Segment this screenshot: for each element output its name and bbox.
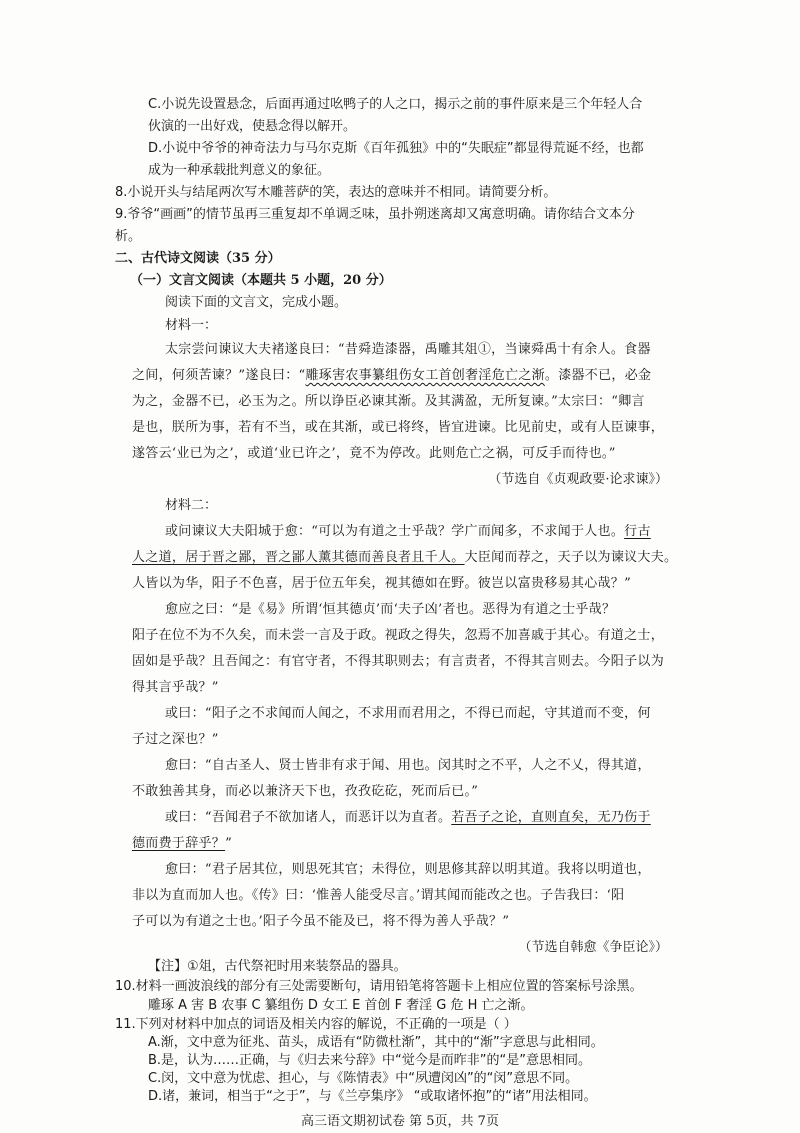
material-2-line8: 或曰：“阳子之不求闻而人闻之，不求用而君用之，不得已而起，守其道而不变，何 xyxy=(165,706,651,721)
material-1-line4: 是也，朕所为事，若有不当，或在其渐，或已将终，皆宜进谏。比见前史，或有人臣谏事， xyxy=(132,420,665,435)
material-2-title: 材料二： xyxy=(165,498,218,513)
material-1-line1: 太宗尝问谏议大夫褚遂良曰：“昔舜造漆器，禹雕其俎①，当谏舜禹十有余人。食器 xyxy=(165,342,651,357)
underlined-passage-1-cont: 人之道，居于晋之鄙，晋之鄙人薰其德而善良者且千人。 xyxy=(132,550,465,565)
material-2-line4: 愈应之曰：“是《易》所谓‘恒其德贞’而‘夫子凶’者也。恶得为有道之士乎哉？ xyxy=(165,602,616,617)
material-2-line10: 愈曰：“自古圣人、贤士皆非有求于闻、用也。闵其时之不平，人之不乂，得其道， xyxy=(165,758,651,773)
question-11-option-b: B.是，认为……正确，与《归去来兮辞》中“觉今是而昨非”的“是”意思相同。 xyxy=(148,1053,591,1068)
question-10-line1: 10.材料一画波浪线的部分有三处需要断句，请用铅笔将答题卡上相应位置的答案标号涂黑。 xyxy=(115,979,643,994)
question-9-line2: 析。 xyxy=(115,229,142,244)
question-8: 8.小说开头与结尾两次写木雕菩萨的笑，表达的意味并不相同。请简要分析。 xyxy=(115,185,557,200)
material-2-line3: 人皆以为华，阳子不色喜，居于位五年矣，视其德如在野。彼岂以富贵移易其心哉？” xyxy=(132,576,632,591)
option-d-line2: 成为一种承载批判意义的象征。 xyxy=(148,163,331,178)
page-footer: 高三语文期初试卷 第 5页，共 7页 xyxy=(301,1114,499,1129)
question-11-option-d: D.诸，兼词，相当于“之于”，与《兰亭集序》 “或取诸怀抱”的“诸”用法相同。 xyxy=(148,1089,597,1104)
material-2-line1 xyxy=(165,522,651,542)
material-1-line5: 遂答云‘业已为之’，或道‘业已许之’，竟不为停改。此则危亡之祸，可反手而待也。” xyxy=(132,446,616,461)
question-11-option-a: A.渐，文中意为征兆、苗头，成语有“防微杜渐”，其中的“渐”字意思与此相同。 xyxy=(148,1035,604,1050)
material-1-line2-start: 之间，何须苦谏？”遂良曰：“ xyxy=(132,368,306,383)
question-10-line2: 雕琢 A 害 B 农事 C 纂组伤 D 女工 E 首创 F 奢淫 G 危 H 亡之渐。 xyxy=(148,998,534,1013)
question-11: 11.下列对材料中加点的词语及相关内容的解说，不正确的一项是（ ） xyxy=(115,1017,517,1032)
material-2-line16: 子可以为有道之士也。’阳子今虽不能及已，将不得为善人乎哉？” xyxy=(132,914,510,929)
material-2-line14: 愈曰：“君子居其位，则思死其官；未得位，则思修其辞以明其道。我将以明道也， xyxy=(165,862,651,877)
material-1-title: 材料一： xyxy=(165,318,218,333)
material-2-line2-end: 大臣闻而荐之，天子以为谏议大夫。 xyxy=(464,550,678,565)
material-2-line7: 得其言乎哉？” xyxy=(132,680,219,695)
underlined-passage-2-cont: 德而费于辞乎？ xyxy=(132,836,226,851)
material-2-line12 xyxy=(165,808,651,828)
section-heading-classical-reading: 二、古代诗文阅读（35 分） xyxy=(115,251,281,266)
material-1-line3: 为之，金器不已，必玉为之。所以诤臣必谏其渐。及其满盈，无所复谏。”太宗曰：“卿言 xyxy=(132,394,645,409)
material-2-source: （节选自韩愈《争臣论》） xyxy=(518,940,668,955)
material-2-line2 xyxy=(132,548,677,568)
material-2-line9: 子过之深也？” xyxy=(132,732,219,747)
option-c-line2: 伙演的一出好戏，使悬念得以解开。 xyxy=(148,119,357,134)
option-c-line1: C.小说先设置悬念，后面再通过吆鸭子的人之口，揭示之前的事件原来是三个年轻人合 xyxy=(148,97,643,112)
material-2-line1-start: 或问谏议大夫阳城于愈：“可以为有道之士乎哉？学广而闻多，不求闻于人也。 xyxy=(165,524,625,539)
question-9-line1: 9.爷爷“画画”的情节虽再三重复却不单调乏味，虽扑朔迷离却又寓意明确。请你结合文本分 xyxy=(115,207,635,222)
option-d-line1: D.小说中爷爷的神奇法力与马尔克斯《百年孤独》中的“失眠症”都显得荒诞不经，也都 xyxy=(148,141,644,156)
material-2-line12-start: 或曰：“吾闻君子不欲加诸人，而恶讦以为直者。 xyxy=(165,810,452,825)
wavy-underlined-passage: 雕琢害农事纂组伤女工首创奢淫危亡之渐 xyxy=(305,368,545,383)
question-11-option-c: C.闵，文中意为忧虑、担心，与《陈情表》中“夙遭闵凶”的“闵”意思不同。 xyxy=(148,1071,579,1086)
material-2-line6: 固如是乎哉？且吾闻之：有官守者，不得其职则去；有言责者，不得其言则去。今阳子以为 xyxy=(132,654,665,669)
material-2-line15: 非以为直而加人也。《传》曰：‘惟善人能受尽言。’谓其闻而能改之也。子告我曰：‘阳 xyxy=(132,888,625,903)
material-2-line11: 不敢独善其身，而必以兼济天下也，孜孜矻矻，死而后已。” xyxy=(132,784,479,799)
material-2-line13 xyxy=(132,834,232,854)
annotation-note: 【注】①俎，古代祭祀时用来装祭品的器具。 xyxy=(148,959,407,974)
underlined-passage-1: 行古 xyxy=(624,524,651,539)
material-1-line2-end: 。漆器不已，必金 xyxy=(544,368,652,383)
reading-instruction: 阅读下面的文言文，完成小题。 xyxy=(165,295,348,310)
underlined-passage-2: 若吾子之论，直则直矣，无乃伤于 xyxy=(451,810,651,825)
material-2-line13-end: ” xyxy=(225,836,233,851)
subsection-heading-classical-prose: （一）文言文阅读（本题共 5 小题，20 分） xyxy=(130,273,392,288)
material-2-line5: 阳子在位不为不久矣，而未尝一言及于政。视政之得失，忽焉不加喜戚于其心。有道之士， xyxy=(132,628,665,643)
material-1-source: （节选自《贞观政要·论求谏》） xyxy=(488,472,668,487)
material-1-line2 xyxy=(132,366,651,386)
